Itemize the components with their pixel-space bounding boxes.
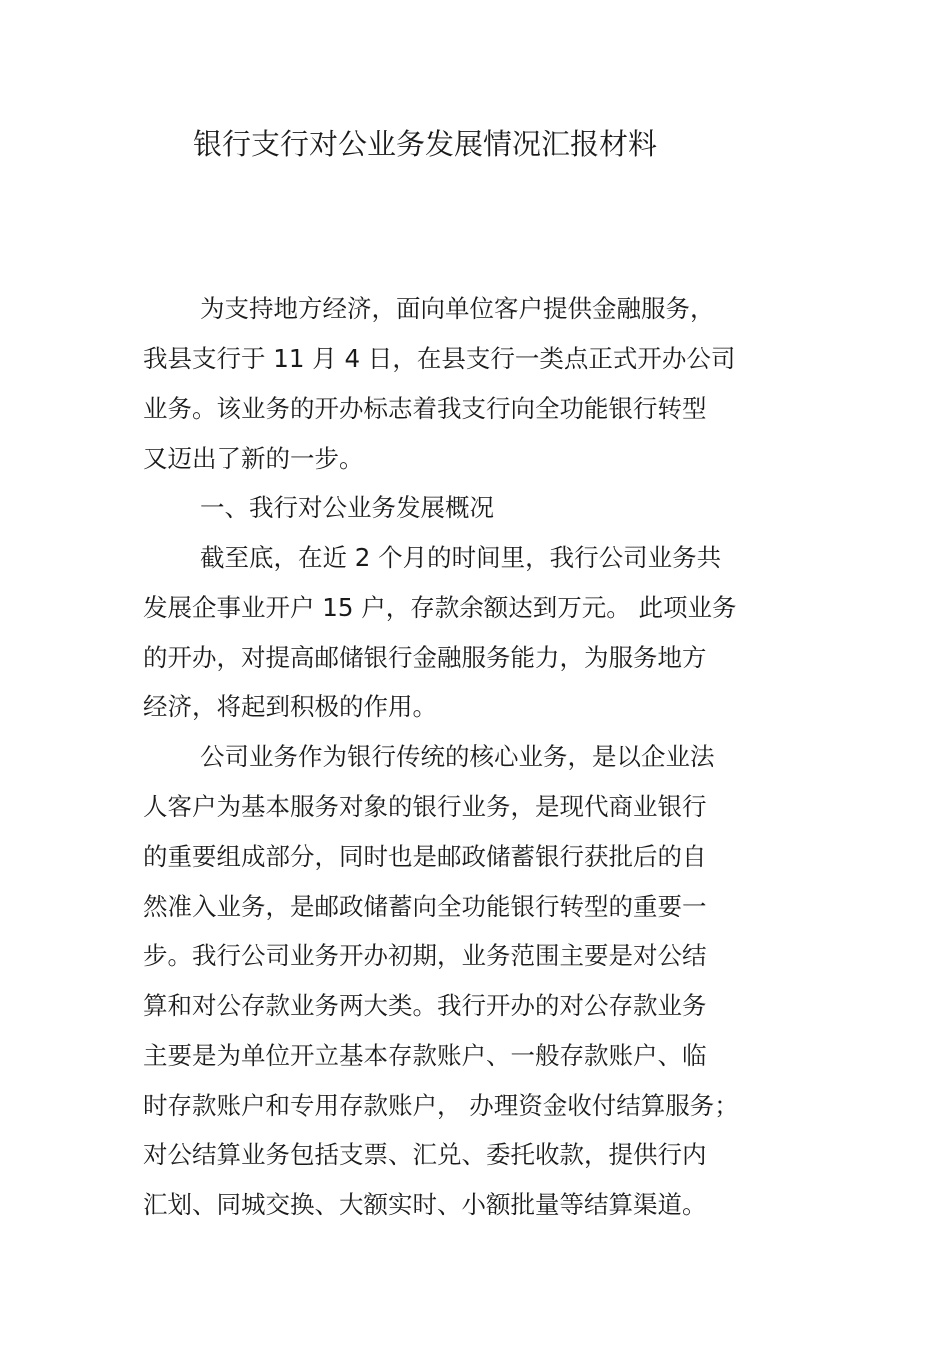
paragraph-line: 步。我行公司业务开办初期，业务范围主要是对公结 — [143, 941, 707, 970]
paragraph-line: 发展企事业开户 15 户，存款余额达到万元。 此项业务 — [143, 593, 737, 622]
document-title: 银行支行对公业务发展情况汇报材料 — [193, 127, 658, 161]
paragraph-line: 截至底，在近 2 个月的时间里，我行公司业务共 — [200, 543, 722, 572]
paragraph-line: 又迈出了新的一步。 — [143, 444, 364, 473]
paragraph-line: 的重要组成部分，同时也是邮政储蓄银行获批后的自 — [143, 842, 707, 871]
paragraph-line: 主要是为单位开立基本存款账户、一般存款账户、临 — [143, 1041, 707, 1070]
paragraph-line: 人客户为基本服务对象的银行业务，是现代商业银行 — [143, 792, 707, 821]
paragraph-line: 我县支行于 11 月 4 日，在县支行一类点正式开办公司 — [143, 344, 736, 373]
paragraph-line: 然准入业务，是邮政储蓄向全功能银行转型的重要一 — [143, 892, 707, 921]
paragraph-line: 算和对公存款业务两大类。我行开办的对公存款业务 — [143, 991, 707, 1020]
paragraph-line: 时存款账户和专用存款账户， 办理资金收付结算服务； — [143, 1091, 739, 1120]
section-heading: 一、我行对公业务发展概况 — [200, 493, 494, 522]
paragraph-line: 为支持地方经济，面向单位客户提供金融服务， — [200, 294, 715, 323]
paragraph-line: 的开办，对提高邮储银行金融服务能力，为服务地方 — [143, 643, 707, 672]
paragraph-line: 业务。该业务的开办标志着我支行向全功能银行转型 — [143, 394, 707, 423]
paragraph-line: 汇划、同城交换、大额实时、小额批量等结算渠道。 — [143, 1190, 707, 1219]
paragraph-line: 公司业务作为银行传统的核心业务，是以企业法 — [200, 742, 715, 771]
paragraph-line: 经济，将起到积极的作用。 — [143, 692, 437, 721]
paragraph-line: 对公结算业务包括支票、汇兑、委托收款，提供行内 — [143, 1140, 707, 1169]
